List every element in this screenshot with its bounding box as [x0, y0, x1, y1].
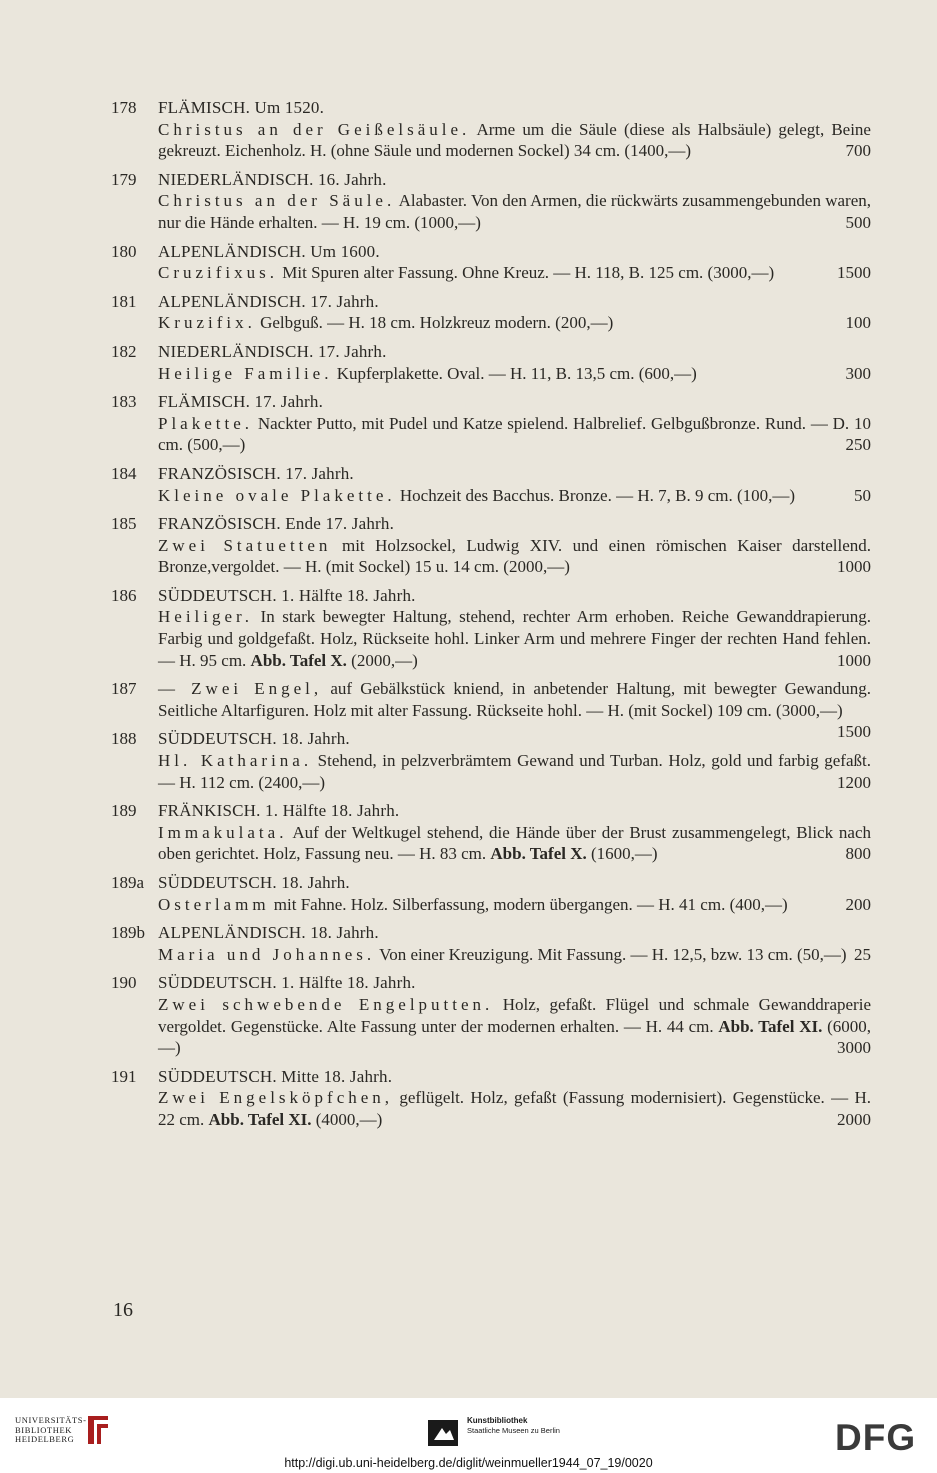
entry-heading: FRANZÖSISCH. Ende 17. Jahrh.: [158, 514, 395, 534]
entry-number: 184: [111, 463, 137, 483]
catalog-entry: [0, 169, 937, 234]
kunstbibliothek-label: [467, 1416, 560, 1436]
entry-heading: FRANZÖSISCH. 17. Jahrh.: [158, 463, 354, 483]
catalog-entry: [0, 922, 937, 965]
entry-heading: ALPENLÄNDISCH. Um 1600.: [158, 241, 380, 261]
page-number: 16: [113, 1299, 133, 1321]
entry-heading: ALPENLÄNDISCH. 18. Jahrh.: [158, 923, 379, 943]
entry-body: [158, 944, 871, 966]
entry-title: Cruzifixus.: [158, 263, 279, 283]
catalog-entry: [0, 800, 937, 865]
uhd-line-1: UNIVERSITÄTS-: [15, 1415, 87, 1425]
catalog-entries: [0, 97, 937, 1138]
entry-title: — Zwei Engel,: [158, 679, 323, 699]
entry-body: [158, 262, 871, 284]
entry-price: 1000: [837, 650, 871, 670]
entry-price: 1500: [837, 722, 871, 742]
kunstbibliothek-name: Kunstbibliothek: [467, 1416, 528, 1425]
catalog-entry: [0, 728, 937, 793]
entry-body: [158, 485, 871, 507]
entry-heading: NIEDERLÄNDISCH. 17. Jahrh.: [158, 341, 387, 361]
plate-reference: Abb. Tafel X.: [250, 650, 347, 670]
uhd-line-3: HEIDELBERG: [15, 1434, 75, 1444]
entry-body: [158, 535, 871, 578]
catalog-entry: [0, 1066, 937, 1131]
entry-text: [158, 728, 871, 793]
entry-title: Kleine ovale Plakette.: [158, 485, 396, 505]
entry-price: 25: [854, 944, 871, 964]
entry-number: 178: [111, 98, 137, 117]
entry-price: 3000: [837, 1038, 871, 1058]
entry-heading: FLÄMISCH. Um 1520.: [158, 98, 325, 117]
entry-description: Stehend, in pelzverbrämtem Gewand und Turban. Holz, gold und farbig gefaßt. — H. 112 cm. (2400,—): [158, 751, 871, 792]
entry-number: 182: [111, 341, 137, 361]
entry-price: 1000: [837, 557, 871, 577]
entry-text: [158, 97, 871, 162]
entry-price: 50: [854, 485, 871, 505]
estimate: (1600,—): [591, 844, 658, 864]
entry-price: 100: [845, 313, 871, 333]
entry-number: 190: [111, 973, 137, 993]
uhd-line-2: BIBLIOTHEK: [15, 1424, 72, 1435]
entry-title: Hl. Katharina.: [158, 751, 313, 771]
entry-number: 189: [111, 801, 137, 821]
entry-number: 191: [111, 1066, 137, 1086]
entry-number: 189a: [111, 873, 145, 892]
entry-number: 179: [111, 169, 137, 189]
entry-heading: NIEDERLÄNDISCH. 16. Jahrh.: [158, 169, 387, 189]
kunstbibliothek-subtitle: Staatliche Museen zu Berlin: [467, 1426, 560, 1435]
uhd-logo-icon[interactable]: [84, 1412, 112, 1448]
uhd-wordmark[interactable]: [15, 1416, 87, 1445]
estimate: (4000,—): [315, 1109, 383, 1129]
entry-description: Holz, gefaßt. Flügel und schmale Gewanddraperie vergoldet. Gegenstücke. Alte Fassung unter der modernen erhalten. — H. 44 cm.: [158, 994, 871, 1036]
entry-description: mit Holzsockel, Ludwig XIV. und einen römischen Kaiser darstellend. Bronze,vergoldet. — H. (mit Sockel) 15 u. 14 cm. (2000,—): [158, 535, 871, 577]
entry-description: In stark bewegter Haltung, stehend, rechter Arm erhoben. Reiche Gewanddrapierung. Farbig und goldgefaßt. Holz, Rückseite hohl. Linker Arm und mehrere Finger der rechten Hand fehlen. — H. 95 cm.: [158, 607, 871, 670]
entry-heading: SÜDDEUTSCH. 1. Hälfte 18. Jahrh.: [158, 973, 416, 993]
entry-text: [158, 972, 871, 1058]
entry-description: Von einer Kreuzigung. Mit Fassung. — H. 12,5, bzw. 13 cm. (50,—): [379, 944, 847, 964]
entry-text: [158, 291, 871, 334]
catalog-entry: [0, 972, 937, 1058]
kunstbibliothek-logo-icon[interactable]: [428, 1420, 458, 1446]
entry-body: [158, 312, 871, 334]
entry-title: Plakette.: [158, 413, 254, 433]
entry-text: [158, 391, 871, 456]
entry-body: [158, 190, 871, 233]
catalog-entry: [0, 391, 937, 456]
entry-description: Hochzeit des Bacchus. Bronze. — H. 7, B. 9 cm. (100,—): [399, 485, 796, 505]
catalog-entry: [0, 872, 937, 915]
entry-price: 200: [845, 894, 871, 914]
entry-number: 185: [111, 514, 137, 534]
entry-heading: SÜDDEUTSCH. Mitte 18. Jahrh.: [158, 1066, 393, 1086]
entry-title: Osterlamm: [158, 894, 270, 914]
entry-description: Gelbguß. — H. 18 cm. Holzkreuz modern. (200,—): [260, 313, 614, 333]
entry-title: Kruzifix.: [158, 313, 256, 333]
entry-heading: SÜDDEUTSCH. 1. Hälfte 18. Jahrh.: [158, 585, 416, 605]
estimate: (2000,—): [351, 650, 418, 670]
entry-number: 181: [111, 291, 137, 311]
entry-body: [158, 994, 871, 1059]
entry-price: 300: [845, 363, 871, 383]
entry-heading: FRÄNKISCH. 1. Hälfte 18. Jahrh.: [158, 801, 400, 821]
entry-number: 186: [111, 585, 137, 605]
entry-price: 700: [845, 141, 871, 161]
plate-reference: Abb. Tafel XI.: [718, 1016, 823, 1036]
entry-text: [158, 872, 871, 915]
entry-price: 1200: [837, 772, 871, 792]
catalog-entry: [0, 585, 937, 671]
entry-text: [158, 800, 871, 865]
source-url[interactable]: http://digi.ub.uni-heidelberg.de/diglit/weinmueller1944_07_19/0020: [284, 1456, 653, 1470]
plate-reference: Abb. Tafel X.: [490, 844, 587, 864]
footer-bar: [0, 1398, 937, 1473]
entry-price: 1500: [837, 263, 871, 283]
entry-number: 180: [111, 241, 137, 261]
entry-body: [158, 1087, 871, 1130]
catalog-entry: [0, 241, 937, 284]
catalog-entry: [0, 513, 937, 578]
entry-body: [158, 750, 871, 793]
entry-price: 2000: [837, 1109, 871, 1129]
catalog-entry: [0, 97, 937, 162]
entry-title: Maria und Johannes.: [158, 944, 376, 964]
entry-description: Arme um die Säule (diese als Halbsäule) gelegt, Beine gekreuzt. Eichenholz. H. (ohne Säule und modernen Sockel) 34 cm. (1400,—): [158, 119, 871, 161]
entry-number: 183: [111, 392, 137, 412]
entry-heading: SÜDDEUTSCH. 18. Jahrh.: [158, 729, 350, 749]
entry-description: Kupferplakette. Oval. — H. 11, B. 13,5 cm. (600,—): [336, 363, 697, 383]
entry-description: auf Gebälkstück kniend, in anbetender Haltung, mit bewegter Gewandung. Seitliche Altarfiguren. Holz mit alter Fassung. Rückseite hohl. — H. (mit Sockel) 109 cm. (3000,—): [158, 679, 872, 720]
entry-text: [158, 241, 871, 284]
entry-title: Christus an der Geißelsäule.: [158, 119, 471, 139]
entry-title: Christus an der Säule.: [158, 191, 396, 211]
entry-text: [158, 585, 871, 671]
entry-heading: FLÄMISCH. 17. Jahrh.: [158, 392, 324, 412]
entry-body: [158, 363, 871, 385]
entry-text: [158, 341, 871, 384]
entry-description: mit Fahne. Holz. Silberfassung, modern übergangen. — H. 41 cm. (400,—): [273, 894, 788, 914]
catalog-entry: [0, 291, 937, 334]
entry-body: [158, 413, 871, 456]
catalog-entry: [0, 463, 937, 506]
entry-text: [158, 169, 871, 234]
entry-title: Zwei Engelsköpfchen,: [158, 1088, 394, 1108]
entry-title: Immakulata.: [158, 822, 288, 842]
entry-heading: SÜDDEUTSCH. 18. Jahrh.: [158, 873, 350, 892]
dfg-logo[interactable]: DFG: [835, 1417, 917, 1458]
entry-number: 189b: [111, 923, 145, 943]
entry-price: 500: [845, 212, 871, 232]
entry-description: Auf der Weltkugel stehend, die Hände über der Brust zusammengelegt, Blick nach oben gerichtet. Holz, Fassung neu. — H. 83 cm.: [158, 822, 871, 864]
entry-title: Heiliger.: [158, 607, 254, 627]
entry-title: Zwei schwebende Engelputten.: [158, 994, 494, 1014]
catalog-entry: [0, 341, 937, 384]
entry-title: Heilige Familie.: [158, 363, 333, 383]
entry-text: [158, 513, 871, 578]
entry-number: 188: [111, 729, 137, 749]
estimate: (6000,—): [158, 1016, 872, 1058]
entry-title: Zwei Statuetten: [158, 535, 332, 555]
entry-price: 800: [845, 844, 871, 864]
entry-text: [158, 463, 871, 506]
entry-text: [158, 1066, 871, 1131]
entry-body: [158, 119, 871, 162]
plate-reference: Abb. Tafel XI.: [208, 1109, 312, 1129]
entry-body: [158, 822, 871, 865]
entry-body: [158, 606, 871, 671]
entry-description: geflügelt. Holz, gefaßt (Fassung modernisiert). Gegenstücke. — H. 22 cm.: [158, 1088, 872, 1129]
entry-price: 250: [845, 435, 871, 455]
entry-description: Mit Spuren alter Fassung. Ohne Kreuz. — H. 118, B. 125 cm. (3000,—): [282, 263, 775, 283]
entry-heading: ALPENLÄNDISCH. 17. Jahrh.: [158, 291, 379, 311]
entry-description: Alabaster. Von den Armen, die rückwärts zusammengebunden waren, nur die Hände erhalten. — H. 19 cm. (1000,—): [158, 191, 872, 232]
entry-body: [158, 894, 871, 916]
entry-number: 187: [111, 679, 137, 699]
entry-description: Nackter Putto, mit Pudel und Katze spielend. Halbrelief. Gelbgußbronze. Rund. — D. 10 cm. (500,—): [158, 413, 872, 455]
entry-text: [158, 922, 871, 965]
